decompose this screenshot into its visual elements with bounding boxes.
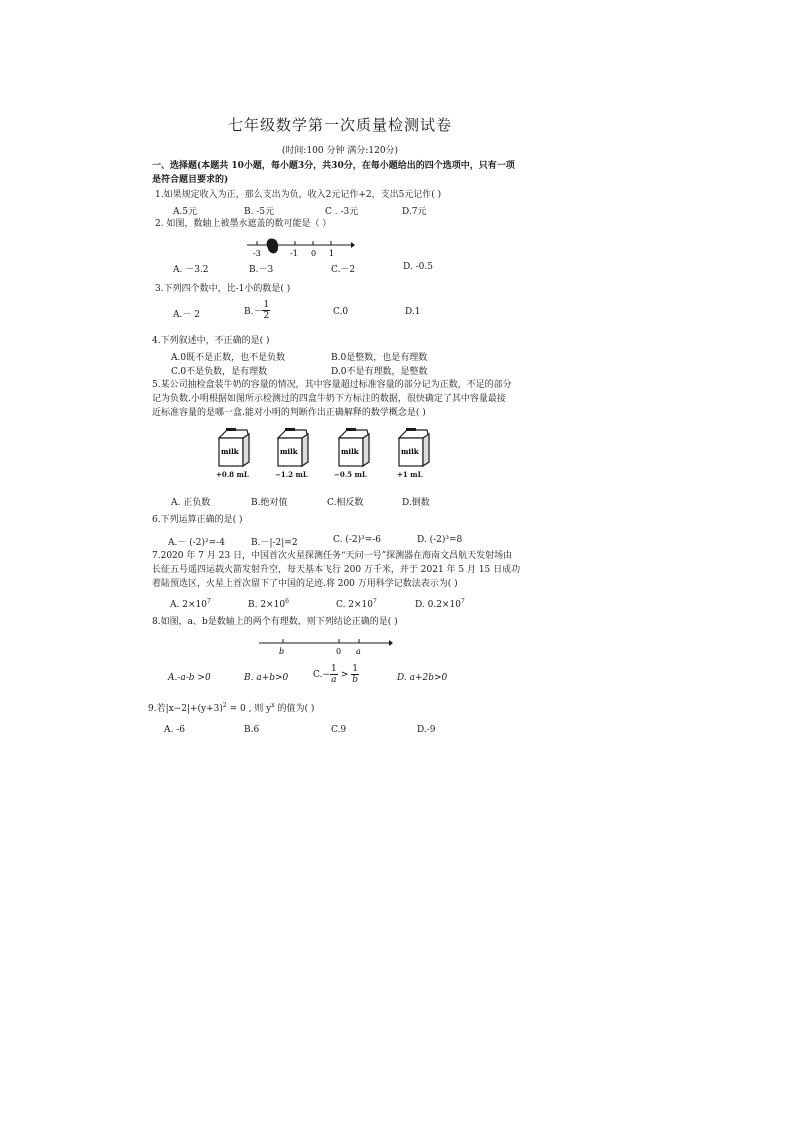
question-7-stem-cont: 着陆预选区，火星上首次留下了中国的足迹.将 200 万用科学记数法表示为( ) <box>152 579 458 589</box>
q4-option-a[interactable]: A.0既不是正数，也不是负数 <box>171 353 286 363</box>
q3-fraction <box>262 300 270 321</box>
q7-option-b-text: B. 2×10 <box>248 600 286 610</box>
q2-option-a[interactable]: A. －3.2 <box>173 265 209 275</box>
milk-carton-text: milk <box>221 447 239 456</box>
milk-carton-icon <box>393 428 433 468</box>
milk-carton-icon <box>213 428 253 468</box>
q8-option-c[interactable] <box>313 664 359 685</box>
exam-subtitle: (时间:100 分钟 满分:120分) <box>281 146 399 156</box>
q8-number-line <box>255 636 395 658</box>
q2-axis-label: -1 <box>290 249 298 258</box>
greater-than-sign: > <box>340 669 349 680</box>
q1-option-b[interactable]: B. -5元 <box>244 207 275 217</box>
q9-option-c[interactable]: C.9 <box>331 725 347 735</box>
q2-axis-label: -3 <box>253 249 261 258</box>
q3-option-b[interactable] <box>244 300 270 321</box>
q4-option-c[interactable]: C.0不是负数，是有理数 <box>171 367 268 377</box>
question-5-stem-cont: 记为负数.小明根据如图所示检测过的四盒牛奶下方标注的数据，很快确定了其中容量最接 <box>152 394 506 404</box>
q1-option-d[interactable]: D.7元 <box>402 207 427 217</box>
question-7-stem-cont: 长征五号遥四运载火箭发射升空，每天基本飞行 200 万千米，并于 2021 年 5 月 15 日成功 <box>152 565 521 575</box>
milk-carton-4 <box>393 428 433 472</box>
section-heading-cont: 是符合题目要求的) <box>152 175 229 185</box>
q4-option-d[interactable]: D.0不是有理数，是整数 <box>331 367 428 377</box>
q8-frac-2-den: b <box>352 675 358 685</box>
q8-option-a[interactable]: A.-a-b >0 <box>168 673 211 683</box>
milk-carton-1 <box>213 428 253 472</box>
q9-stem-prefix: 9.若|x−2|+(y+3) <box>148 704 223 714</box>
ink-blot-icon <box>267 239 278 254</box>
question-4-stem: 4.下列叙述中，不正确的是( ) <box>152 336 270 346</box>
section-heading: 一、选择题(本题共 10小题，每小题3分，共30分，在每小题给出的四个选项中，只有一项 <box>152 161 515 171</box>
q2-axis-label: 1 <box>329 249 335 258</box>
question-5-stem-cont: 近标准容量的是哪一盒.能对小明的判断作出正确解释的数学概念是( ) <box>152 408 426 418</box>
page-title: 七年级数学第一次质量检测试卷 <box>227 116 452 134</box>
q5-option-c[interactable]: C.相反数 <box>327 498 364 508</box>
milk-carton-2 <box>272 428 312 472</box>
q1-option-a[interactable]: A.5元 <box>173 207 198 217</box>
q8-frac-1-num: 1 <box>330 664 337 674</box>
milk-carton-text: milk <box>280 447 298 456</box>
q3-frac-numerator: 1 <box>263 300 270 310</box>
q5-option-b[interactable]: B.绝对值 <box>251 498 288 508</box>
question-1-stem: 1.如果规定收入为正，那么支出为负，收入2元记作+2，支出5元记作( ) <box>155 190 442 200</box>
milk-carton-icon <box>333 428 373 468</box>
q7-option-a-exp: 7 <box>206 598 211 605</box>
milk-carton-text: milk <box>341 447 359 456</box>
q8-axis-label: 0 <box>336 647 342 656</box>
question-8-stem: 8.如图，a、b是数轴上的两个有理数，则下列结论正确的是( ) <box>152 617 398 627</box>
q8-option-c-label: C.− <box>313 669 330 680</box>
q7-option-a-text: A. 2×10 <box>170 600 207 610</box>
q9-option-a[interactable]: A. -6 <box>164 725 185 735</box>
q3-option-b-label: B.－ <box>244 307 263 317</box>
q7-option-d[interactable] <box>415 598 465 610</box>
q3-option-a[interactable]: A.－ 2 <box>173 310 200 320</box>
q8-frac-1-den: a <box>331 675 337 685</box>
q9-stem-exp: 2 <box>222 702 227 709</box>
q9-stem-exp2: x <box>271 702 275 709</box>
q9-option-b[interactable]: B.6 <box>244 725 260 735</box>
q3-option-d[interactable]: D.1 <box>405 307 421 317</box>
carton-label-4: +1 mL <box>397 470 423 479</box>
q7-option-a[interactable] <box>170 598 211 610</box>
carton-label-1: +0.8 mL <box>216 470 249 479</box>
q8-fraction-2 <box>351 664 359 685</box>
question-7-stem: 7.2020 年 7 月 23 日，中国首次火星探测任务“天问一号”探测器在海南文昌航天发射场由 <box>152 551 513 561</box>
q7-option-d-text: D. 0.2×10 <box>415 600 461 610</box>
milk-carton-3 <box>333 428 373 472</box>
milk-carton-text: milk <box>401 447 419 456</box>
q7-option-c-exp: 7 <box>373 598 377 605</box>
q8-fraction-1 <box>330 664 338 685</box>
carton-label-2: −1.2 mL <box>275 470 308 479</box>
q2-option-c[interactable]: C.－2 <box>331 265 356 275</box>
q8-axis-label: a <box>356 647 361 656</box>
q2-option-d[interactable]: D. -0.5 <box>403 262 433 272</box>
q9-option-d[interactable]: D.-9 <box>417 725 436 735</box>
q6-option-b[interactable]: B.－|-2|=2 <box>251 538 298 548</box>
question-3-stem: 3.下列四个数中，比-1小的数是( ) <box>155 284 291 294</box>
q2-option-b[interactable]: B.－3 <box>249 265 274 275</box>
q2-axis-label: 0 <box>311 249 317 258</box>
milk-carton-icon <box>272 428 312 468</box>
q4-option-b[interactable]: B.0是整数，也是有理数 <box>331 353 428 363</box>
q6-option-a[interactable]: A.－ (-2)²=-4 <box>168 538 225 548</box>
q7-option-c[interactable] <box>336 598 377 610</box>
q3-frac-denominator: 2 <box>263 311 270 321</box>
q9-stem-suffix: 的值为( ) <box>274 704 315 714</box>
q5-option-d[interactable]: D.倒数 <box>402 498 430 508</box>
q8-option-d[interactable]: D. a+2b>0 <box>397 673 448 683</box>
question-9-stem <box>148 700 314 715</box>
q8-frac-2-num: 1 <box>352 664 358 674</box>
carton-label-3: −0.5 mL <box>334 470 367 479</box>
q7-option-b-exp: 6 <box>285 598 289 605</box>
question-2-stem: 2. 如图，数轴上被墨水遮盖的数可能是（ ） <box>155 219 332 229</box>
q7-option-d-exp: 7 <box>460 598 465 605</box>
q8-option-b[interactable]: B. a+b>0 <box>244 673 289 683</box>
q5-option-a[interactable]: A. 正负数 <box>171 498 211 508</box>
q6-option-c[interactable]: C. (-2)³=-6 <box>333 535 381 545</box>
q7-option-c-text: C. 2×10 <box>336 600 374 610</box>
q2-number-line <box>245 236 355 258</box>
q1-option-c[interactable]: C . -3元 <box>325 207 359 217</box>
q8-axis-label: b <box>279 647 285 656</box>
q3-option-c[interactable]: C.0 <box>333 307 349 317</box>
q7-option-b[interactable] <box>248 598 289 610</box>
q9-stem-mid: = 0 , 则 y <box>226 704 272 714</box>
question-5-stem: 5.某公司抽检盒装牛奶的容量的情况，其中容量超过标准容量的部分记为正数，不足的部分 <box>152 380 512 390</box>
question-6-stem: 6.下列运算正确的是( ) <box>152 515 243 525</box>
q6-option-d[interactable]: D. (-2)³=8 <box>417 535 463 545</box>
